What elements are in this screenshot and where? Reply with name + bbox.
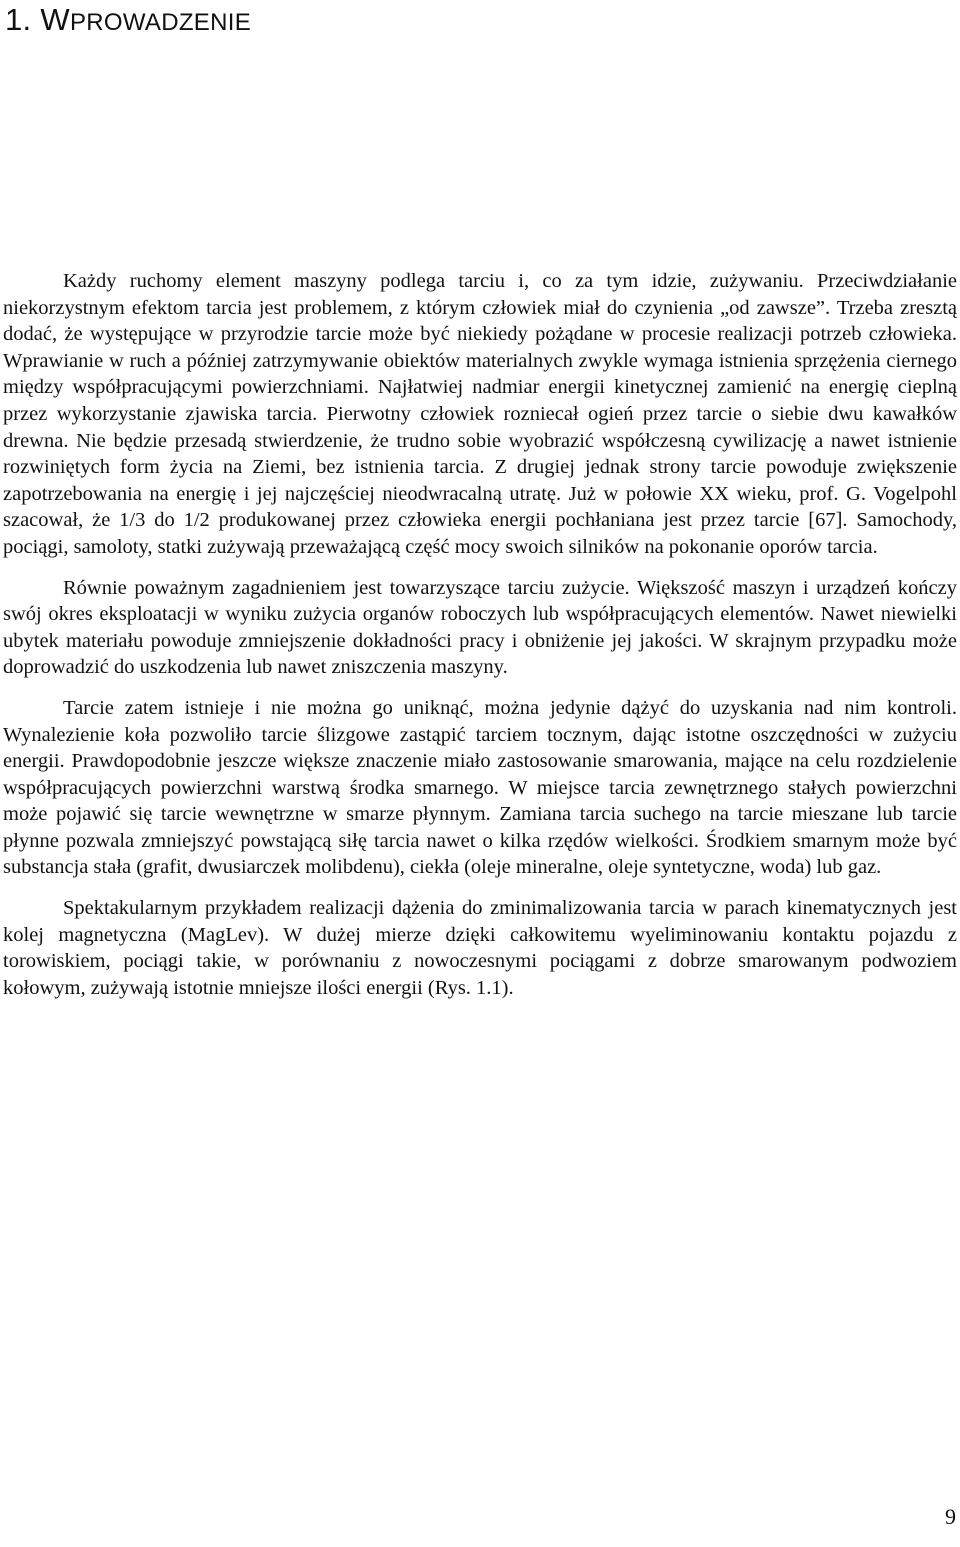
chapter-heading (5, 2, 251, 41)
page-number: 9 (945, 1504, 956, 1529)
chapter-title-rest: PROWADZENIE (69, 9, 252, 36)
paragraph-friction-intro: Każdy ruchomy element maszyny podlega tarciu i, co za tym idzie, zużywaniu. Przeciwdziałanie niekorzystnym efektom tarcia jest problemem, z którym człowiek miał do czynienia „od zawsze”. Trzeba zresztą dodać, że występujące w przyrodzie tarcie może być niekiedy pożądane w procesie realizacji potrzeb człowieka. Wprawianie w ruch a później zatrzymywanie obiektów materialnych zwykle wymaga istnienia sprzężenia ciernego między współpracującymi powierzchniami. Najłatwiej nadmiar energii kinetycznej zamienić na energię cieplną przez wykorzystanie zjawiska tarcia. Pierwotny człowiek rozniecał ogień przez tarcie o siebie dwu kawałków drewna. Nie będzie przesadą stwierdzenie, że trudno sobie wyobrazić współczesną cywilizację a nawet istnienie rozwiniętych form życia na Ziemi, bez istnienia tarcia. Z drugiej jednak strony tarcie powoduje zwiększenie zapotrzebowania na energię i jej najczęściej nieodwracalną utratę. Już w połowie XX wieku, prof. G. Vogelpohl szacował, że 1/3 do 1/2 produkowanej przez człowieka energii pochłaniana jest przez tarcie [67]. Samochody, pociągi, samoloty, statki zużywają przeważającą część mocy swoich silników na pokonanie oporów tarcia. (3, 270, 957, 558)
chapter-title-initial: W (40, 2, 70, 37)
paragraph-lubrication: Tarcie zatem istnieje i nie można go uniknąć, można jedynie dążyć do uzyskania nad nim kontroli. Wynalezienie koła pozwoliło tarcie ślizgowe zastąpić tarciem tocznym, dając istotne oszczędności w zużyciu energii. Prawdopodobnie jeszcze większe znaczenie miało zastosowanie smarowania, mające na celu rozdzielenie współpracujących powierzchni warstwą środka smarnego. W miejsce tarcia zewnętrznego stałych powierzchni może pojawić się tarcie wewnętrzne w smarze płynnym. Zamiana tarcia suchego na tarcie mieszane lub tarcie płynne pozwala zmniejszyć powstającą siłę tarcia nawet o kilka rzędów wielkości. Środkiem smarnym może być substancja stała (grafit, dwusiarczek molibdenu), ciekła (oleje mineralne, oleje syntetyczne, woda) lub gaz. (3, 696, 957, 879)
body-text (3, 268, 957, 1001)
chapter-number: 1. (5, 2, 41, 37)
paragraph-wear: Równie poważnym zagadnieniem jest towarzyszące tarciu zużycie. Większość maszyn i urządzeń kończy swój okres eksploatacji w wyniku zużycia organów roboczych lub współpracujących elementów. Nawet niewielki ubytek materiału powoduje zmniejszenie dokładności pracy i obniżenie jej jakości. W skrajnym przypadku może doprowadzić do uszkodzenia lub nawet zniszczenia maszyny. (3, 576, 957, 679)
paragraph-maglev: Spektakularnym przykładem realizacji dążenia do zminimalizowania tarcia w parach kinematycznych jest kolej magnetyczna (MagLev). W dużej mierze dzięki całkowitemu wyeliminowaniu kontaktu pojazdu z torowiskiem, pociągi takie, w porównaniu z nowoczesnymi pociągami z dobrze smarowanym podwoziem kołowym, zużywają istotnie mniejsze ilości energii (Rys. 1.1). (3, 897, 957, 999)
